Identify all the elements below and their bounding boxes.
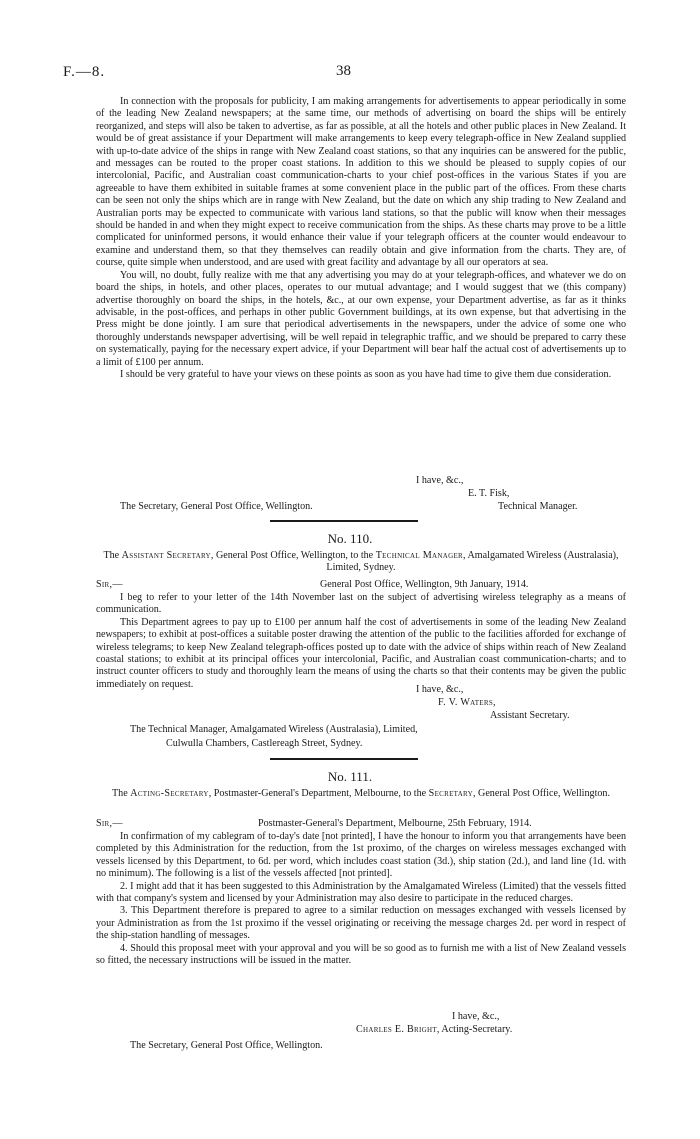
letter3-heading <box>96 788 626 800</box>
letter3-paragraph-4: 4. Should this proposal meet with your approval and you will be so good as to furnish me with a list of New Zealand vessels so fitted, the necessary instructions will be issued in the matter. <box>96 942 626 967</box>
letter1-signatory: E. T. Fisk, <box>468 488 510 499</box>
letter3-paragraph-1: In confirmation of my cablegram of to-day's date [not printed], I have the honour to inform you that arrangements have been completed by this Administration for the reduction, from the 1st proximo, of the charges on wireless messages exchanged with vessels licensed by this Department, to 6d. per word, which includes coast station (3d.), ship station (2d.), and land line (1d. with no minimum). The following is a list of the vessels affected [not printed]. <box>96 831 626 880</box>
letter3-body <box>96 831 626 967</box>
letter3-heading-from: Acting-Secretary <box>130 788 209 799</box>
section-divider-2 <box>270 758 418 760</box>
letter1-signatory-title: Technical Manager. <box>498 501 578 512</box>
letter2-body <box>96 592 626 691</box>
letter1-paragraph-3: I should be very grateful to have your views on these points as soon as you have had time to give them due consideration. <box>120 368 612 380</box>
letter2-signatory-title: Assistant Secretary. <box>490 710 570 721</box>
letter3-address-date: Postmaster-General's Department, Melbourne, 25th February, 1914. <box>258 818 532 829</box>
letter2-salutation: Sir,— <box>96 579 123 590</box>
letter2-heading-part1: The <box>103 550 120 561</box>
letter3-salutation: Sir,— <box>96 818 123 829</box>
letter2-heading-part2: , General Post Office, Wellington, to the <box>210 550 374 561</box>
letter2-address-date: General Post Office, Wellington, 9th January, 1914. <box>320 579 529 590</box>
letter3-signatory: Charles E. Bright, Acting-Secretary. <box>356 1024 513 1035</box>
letter3-heading-part2: , Postmaster-General's Department, Melbourne, to the <box>208 788 427 799</box>
letter2-heading-to: Technical Manager <box>375 550 464 561</box>
letter1-paragraph-1: In connection with the proposals for publicity, I am making arrangements for advertisements to appear periodically in some of the leading New Zealand newspapers; at the same time, our methods of advertising on board the ships will be entirely reorganized, and steps will also be taken to advertise, as far as possible, at all the hotels and other public places in New Zealand. It would be of great assistance if your Department will make arrangements to keep every telegraph-office in New Zealand supplied with up-to-date advice of the ships in range with New Zealand coast stations, so that any inquiries can be answered for the public, and messages can be routed to the proper coast stations. In addition to this we should be pleased to supply copies of our intercolonial, Pacific, and Australian coast communication-charts to your chief post-offices in the various States if you are agreeable to have them exhibited in suitable frames at some convenient place in the public part of the offices. From these charts can be seen not only the ships which are in range with New Zealand, but the date on which any ship trading to New Zealand and Australian ports may be expected to communicate with various land stations, so that the public will know when their messages should be handed in and when they might expect to receive communication from the ships. As these charts may prove to be a little complicated for uninformed persons, it would enhance their value if your telegraph officers at the counter would endeavour to examine and understand them, so that they themselves can readily obtain and give information from the charts. They are, of course, quite simple when understood, and are used with great facility and advantage by all our operators at sea. <box>96 96 626 269</box>
letter2-paragraph-2: This Department agrees to pay up to £100 per annum half the cost of advertisements in some of the leading New Zealand newspapers; to exhibit at post-offices a suitable poster drawing the attention of the public to the facilities afforded for exchange of wireless telegrams; to keep New Zealand telegraph-offices posted up to date with the advice of ships within reach of New Zealand coastal stations; to exhibit at its principal offices your intercolonial, Pacific, and Australian coast communication-charts; and to instruct counter officers to study and thoroughly learn the means of using the charts so that their contents may be given the public immediately on request. <box>96 616 626 690</box>
letter1-body <box>96 96 626 381</box>
letter2-number: No. 110. <box>327 531 373 546</box>
letter3-closing: I have, &c., <box>452 1011 500 1022</box>
letter3-heading-to: Secretary <box>428 788 473 799</box>
section-divider-1 <box>270 520 418 522</box>
letter1-closing: I have, &c., <box>416 475 464 486</box>
letter3-paragraph-2: 2. I might add that it has been suggested to this Administration by the Amalgamated Wireless (Limited) that the vessels fitted with that company's system and licensed by your Administration may also desire to participate in the reduced charges. <box>96 880 626 905</box>
letter2-heading-part3: , Amalgamated Wireless (Australasia), Limited, Sydney. <box>326 550 619 574</box>
letter2-paragraph-1: I beg to refer to your letter of the 14th November last on the subject of advertising wireless telegraphy as a means of communication. <box>96 592 626 616</box>
letter1-paragraph-2: You will, no doubt, fully realize with me that any advertising you may do at your telegraph-offices, and whatever we do on board the ships, in hotels, and other places, operates to our mutual advantage; and I would suggest that we (this company) advertise thoroughly on board the ships, in the hotels, &c., at our own expense, your Department advertise, as far as it thinks advisable, in the post-offices, and perhaps in other public Government buildings, at its own expense, but that advertising in the Press might be done jointly. I am sure that periodical advertisements in the newspapers, under the advice of some one who thoroughly understands newspaper advertising, will be well repaid in telegraphic traffic, and we should be prepared to carry these on systematically, paying for the necessary expert advice, if your Department will bear half the actual cost of advertisements up to a limit of £100 per annum. <box>96 269 626 368</box>
letter2-heading <box>96 550 626 575</box>
section-code: F.—8. <box>63 64 106 80</box>
letter3-heading-part3: , General Post Office, Wellington. <box>472 788 610 799</box>
letter2-heading-from: Assistant Secretary <box>121 550 211 561</box>
letter2-signatory: F. V. Waters, <box>438 697 496 708</box>
letter2-addressee-line2: Culwulla Chambers, Castlereagh Street, Sydney. <box>166 738 363 749</box>
letter3-number: No. 111. <box>327 769 373 784</box>
letter3-heading-part1: The <box>112 788 128 799</box>
letter2-closing: I have, &c., <box>416 684 464 695</box>
letter1-addressee: The Secretary, General Post Office, Wellington. <box>120 501 313 512</box>
letter2-addressee-line1: The Technical Manager, Amalgamated Wireless (Australasia), Limited, <box>130 724 418 735</box>
page-number: 38 <box>336 63 351 79</box>
letter3-addressee: The Secretary, General Post Office, Wellington. <box>130 1040 323 1051</box>
letter3-paragraph-3: 3. This Department therefore is prepared to agree to a similar reduction on messages exchanged with vessels licensed by your Administration as from the 1st proximo if the vessel originating or receiving the message charges 2d. per word in respect of the ship-station handling of messages. <box>96 905 626 942</box>
